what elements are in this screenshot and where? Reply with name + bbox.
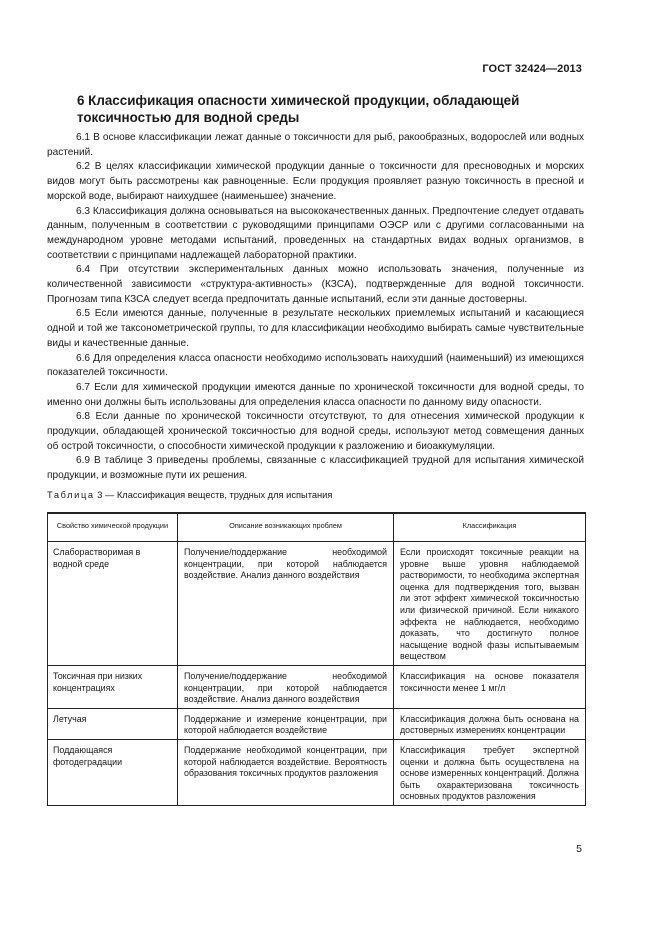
paragraph-6-4: 6.4 При отсутствии экспериментальных данных можно использовать значения, полученные из количественной зависимости «структура-активность» (КЗСА), подтвержденные для водной токсичности. Прогнозам типа КЗСА следует всегда предпочитать данные испытаний, если эти данные достоверны.	[47, 264, 584, 305]
page-number: 5	[576, 843, 582, 855]
classification-table	[47, 512, 586, 806]
cell-problems: Поддержание необходимой концентрации, при которой наблюдается воздействие. Вероятность образования токсичных продуктов разложения	[178, 739, 394, 805]
cell-classification: Классификация требует экспертной оценки и должна быть осуществлена на основе измеренных концентраций. Должна быть охарактеризована токсичность основных продуктов разложения	[394, 739, 586, 805]
section-body	[47, 131, 584, 484]
cell-property: Летучая	[48, 708, 178, 739]
paragraph-6-3: 6.3 Классификация должна основываться на высококачественных данных. Предпочтение следует отдавать данным, полученным в соответствии с руководящими принципами ОЭСР или с другими согласованными на международном уровне методами испытаний, проведенных на стандартных видах водных организмов, в соответствии с принципами надлежащей лабораторной практики.	[47, 205, 584, 261]
header-problems: Описание возникающих проблем	[178, 513, 394, 542]
table-caption-label: Таблица	[47, 490, 95, 500]
table-row	[48, 542, 586, 666]
paragraph-6-2: 6.2 В целях классификации химической продукции данные о токсичности для пресноводных и морских видов могут быть рассмотрены как равноценные. Если продукция проявляет разную токсичность в пресной и морской воде, выбирают наихудшее (наименьшее) значение.	[47, 161, 584, 202]
header-classification: Классификация	[394, 513, 586, 542]
paragraph-6-6: 6.6 Для определения класса опасности необходимо использовать наихудший (наименьший) из имеющихся показателей токсичности.	[47, 352, 584, 379]
paragraph-6-5: 6.5 Если имеются данные, полученные в результате нескольких приемлемых испытаний и касающиеся одной и той же таксонометрической группы, то для классификации необходимо выбирать самые чувствительные виды и качественные данные.	[47, 308, 584, 349]
table-caption	[47, 490, 332, 500]
table-header-row	[48, 513, 586, 542]
paragraph-6-9: 6.9 В таблице 3 приведены проблемы, связанные с классификацией трудной для испытания химической продукции, и возможные пути их решения.	[47, 455, 584, 482]
cell-property: Слаборастворимая в водной среде	[48, 542, 178, 666]
cell-property: Токсичная при низких концентрациях	[48, 665, 178, 708]
cell-problems: Поддержание и измерение концентрации, при которой наблюдается воздействие	[178, 708, 394, 739]
paragraph-6-8: 6.8 Если данные по хронической токсичности отсутствуют, то для отнесения химической продукции к продукции, обладающей хронической токсичностью для водной среды, используют метод совмещения данных об острой токсичности, о способности химической продукции к разложению и биоаккумуляции.	[47, 411, 584, 452]
document-code: ГОСТ 32424—2013	[482, 63, 582, 75]
cell-problems: Получение/поддержание необходимой концентрации, при которой наблюдается воздействие. Анализ данного воздействия	[178, 665, 394, 708]
cell-classification: Классификация должна быть основана на достоверных измерениях концентрации	[394, 708, 586, 739]
cell-classification: Классификация на основе показателя токсичности менее 1 мг/л	[394, 665, 586, 708]
table-caption-text: 3 — Классификация веществ, трудных для испытания	[97, 490, 333, 500]
header-property: Свойство химической продукции	[48, 513, 178, 542]
cell-problems: Получение/поддержание необходимой концентрации, при которой наблюдается воздействие. Анализ данного воздействия	[178, 542, 394, 666]
paragraph-6-7: 6.7 Если для химической продукции имеются данные по хронической токсичности для водной среды, то именно они должны быть использованы для определения класса опасности по данному виду опасности.	[47, 381, 584, 408]
section-title: 6 Классификация опасности химической продукции, обладающей токсичностью для водной среды	[77, 93, 520, 125]
cell-property: Поддающаяся фотодеградации	[48, 739, 178, 805]
table-row	[48, 665, 586, 708]
paragraph-6-1: 6.1 В основе классификации лежат данные о токсичности для рыб, ракообразных, водорослей или водных растений.	[47, 132, 584, 158]
table-row	[48, 708, 586, 739]
table-row	[48, 739, 586, 805]
cell-classification: Если происходят токсичные реакции на уровне выше уровня наблюдаемой растворимости, то необходима экспертная оценка для подтверждения того, вызван ли этот эффект химической токсичностью или физической причиной. Если никакого эффекта не наблюдается, необходимо доказать, что достигнуто полное насыщение водной фазы испытываемым веществом	[394, 542, 586, 666]
